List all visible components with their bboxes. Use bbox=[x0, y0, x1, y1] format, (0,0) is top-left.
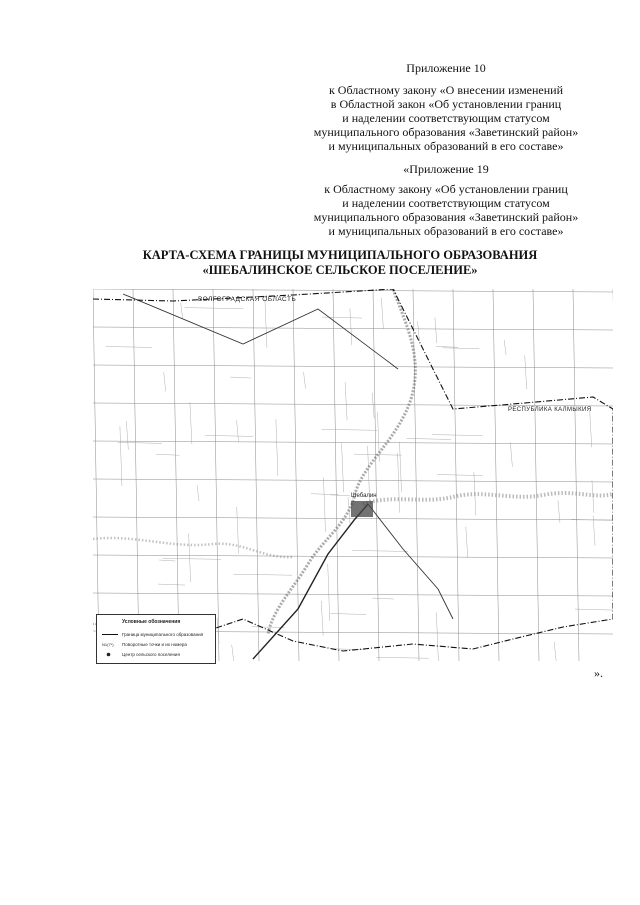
closing-quote-mark: ». bbox=[594, 666, 603, 680]
field-line bbox=[321, 601, 323, 636]
field-line bbox=[330, 495, 350, 496]
field-line bbox=[436, 612, 438, 661]
grid-line bbox=[93, 327, 613, 330]
field-line bbox=[376, 657, 428, 658]
grid-line bbox=[93, 289, 99, 661]
annex-19-title: «Приложение 19 bbox=[403, 162, 489, 176]
field-line bbox=[217, 618, 219, 644]
annex-10-line: к Областному закону «О внесении изменений bbox=[328, 83, 564, 97]
northwest-road bbox=[123, 294, 398, 369]
field-line bbox=[381, 298, 383, 329]
field-line bbox=[126, 421, 128, 449]
field-line bbox=[276, 419, 278, 476]
legend-item-points: Поворотные точки и их номера bbox=[122, 642, 187, 647]
point-code-label: N1(7*) bbox=[102, 642, 114, 647]
field-line bbox=[442, 348, 479, 349]
field-line bbox=[372, 598, 394, 599]
grid-line bbox=[493, 289, 499, 661]
annex-19-line: и наделении соответствующим статусом bbox=[342, 196, 550, 210]
grid-line bbox=[93, 593, 613, 596]
grid-line bbox=[93, 441, 613, 444]
field-line bbox=[237, 420, 239, 442]
region-label-east: РЕСПУБЛИКА КАЛМЫКИЯ bbox=[508, 407, 592, 413]
map-title-line-2: «ШЕБАЛИНСКОЕ СЕЛЬСКОЕ ПОСЕЛЕНИЕ» bbox=[202, 263, 478, 277]
field-line bbox=[163, 558, 221, 559]
field-line bbox=[345, 382, 347, 420]
field-line bbox=[252, 627, 285, 628]
field-line bbox=[322, 429, 378, 430]
annex-19-line: муниципального образования «Заветинский район» bbox=[313, 210, 579, 224]
field-line bbox=[342, 443, 344, 492]
grid-line bbox=[173, 289, 179, 661]
map-grid bbox=[93, 289, 613, 661]
field-line bbox=[554, 642, 556, 661]
grid-line bbox=[93, 479, 613, 482]
legend-title: Условные обозначения bbox=[122, 619, 181, 625]
map-title bbox=[60, 248, 620, 278]
field-line bbox=[466, 527, 468, 558]
field-line bbox=[158, 584, 185, 585]
grid-line bbox=[293, 289, 299, 661]
annex-10-reference bbox=[280, 83, 612, 153]
annex-19-heading bbox=[280, 162, 612, 176]
field-line bbox=[328, 564, 330, 621]
field-line bbox=[399, 442, 401, 492]
region-label-north: ВОЛГОГРАДСКАЯ ОБЛАСТЬ bbox=[198, 296, 297, 303]
grid-line bbox=[213, 289, 219, 661]
boundary-map-drawing bbox=[93, 289, 613, 661]
legend-item-center: Центр сельского поселения bbox=[122, 652, 180, 657]
annex-10-line: муниципального образования «Заветинский район» bbox=[313, 125, 579, 139]
grid-line bbox=[573, 289, 579, 661]
field-line bbox=[575, 609, 613, 610]
annex-10-heading bbox=[280, 61, 612, 75]
field-line bbox=[189, 534, 191, 582]
field-line bbox=[304, 372, 306, 388]
field-line bbox=[437, 475, 483, 476]
field-line bbox=[118, 442, 162, 443]
annex-10-title: Приложение 10 bbox=[406, 61, 486, 75]
wetland-west bbox=[93, 538, 293, 557]
field-line bbox=[436, 346, 459, 347]
field-line bbox=[205, 435, 253, 436]
annex-19-line: к Областному закону «Об установлении границ bbox=[324, 182, 568, 196]
grid-line bbox=[413, 289, 419, 661]
field-line bbox=[230, 377, 251, 378]
field-line bbox=[197, 485, 199, 501]
field-line bbox=[311, 494, 339, 495]
field-line bbox=[350, 308, 352, 345]
field-line bbox=[322, 317, 362, 318]
grid-line bbox=[133, 289, 139, 661]
grid-line bbox=[93, 555, 613, 558]
boundary-map bbox=[93, 289, 613, 661]
map-title-line-1: КАРТА-СХЕМА ГРАНИЦЫ МУНИЦИПАЛЬНОГО ОБРАЗОВАНИЯ bbox=[142, 248, 538, 262]
field-line bbox=[232, 645, 234, 661]
settlement-shebalin bbox=[351, 501, 373, 517]
field-line bbox=[323, 477, 325, 532]
field-line bbox=[398, 453, 400, 513]
field-line bbox=[265, 299, 267, 347]
wetland-east bbox=[363, 493, 613, 504]
grid-line bbox=[253, 289, 259, 661]
annex-10-line: и муниципальных образований в его составе» bbox=[328, 139, 564, 153]
field-line bbox=[106, 346, 152, 347]
annex-10-line: в Областной закон «Об установлении границ bbox=[330, 97, 562, 111]
field-line bbox=[352, 550, 408, 551]
main-road bbox=[253, 504, 368, 659]
field-line bbox=[525, 355, 527, 389]
grid-line bbox=[93, 517, 613, 520]
field-line bbox=[504, 340, 506, 355]
river-corridor bbox=[268, 289, 415, 634]
grid-line bbox=[333, 289, 339, 661]
settlement-label: Шебалин bbox=[351, 493, 377, 499]
field-line bbox=[185, 308, 244, 309]
field-line bbox=[330, 614, 366, 615]
field-line bbox=[432, 435, 482, 436]
grid-line bbox=[373, 289, 379, 661]
boundary-line-icon bbox=[102, 633, 118, 636]
field-line bbox=[510, 442, 512, 466]
annex-10-line: и наделении соответствующим статусом bbox=[342, 111, 550, 125]
field-line bbox=[590, 410, 592, 447]
field-line bbox=[159, 560, 175, 561]
field-line bbox=[164, 372, 166, 391]
field-line bbox=[372, 393, 374, 418]
annex-19-reference bbox=[280, 182, 612, 238]
field-line bbox=[435, 317, 437, 343]
municipal-boundary bbox=[93, 289, 613, 651]
grid-line bbox=[93, 289, 613, 292]
grid-line bbox=[533, 289, 539, 661]
settlement-center-icon bbox=[106, 652, 111, 657]
field-line bbox=[234, 574, 293, 575]
secondary-road bbox=[368, 504, 453, 619]
legend-item-boundary: Граница муниципального образования bbox=[122, 632, 204, 637]
field-line bbox=[120, 426, 122, 486]
field-line bbox=[181, 303, 183, 319]
field-line bbox=[407, 438, 451, 439]
field-line bbox=[190, 402, 192, 444]
grid-line bbox=[93, 365, 613, 368]
map-legend bbox=[96, 614, 216, 664]
annex-19-line: и муниципальных образований в его составе» bbox=[328, 224, 564, 238]
field-line bbox=[331, 649, 365, 650]
